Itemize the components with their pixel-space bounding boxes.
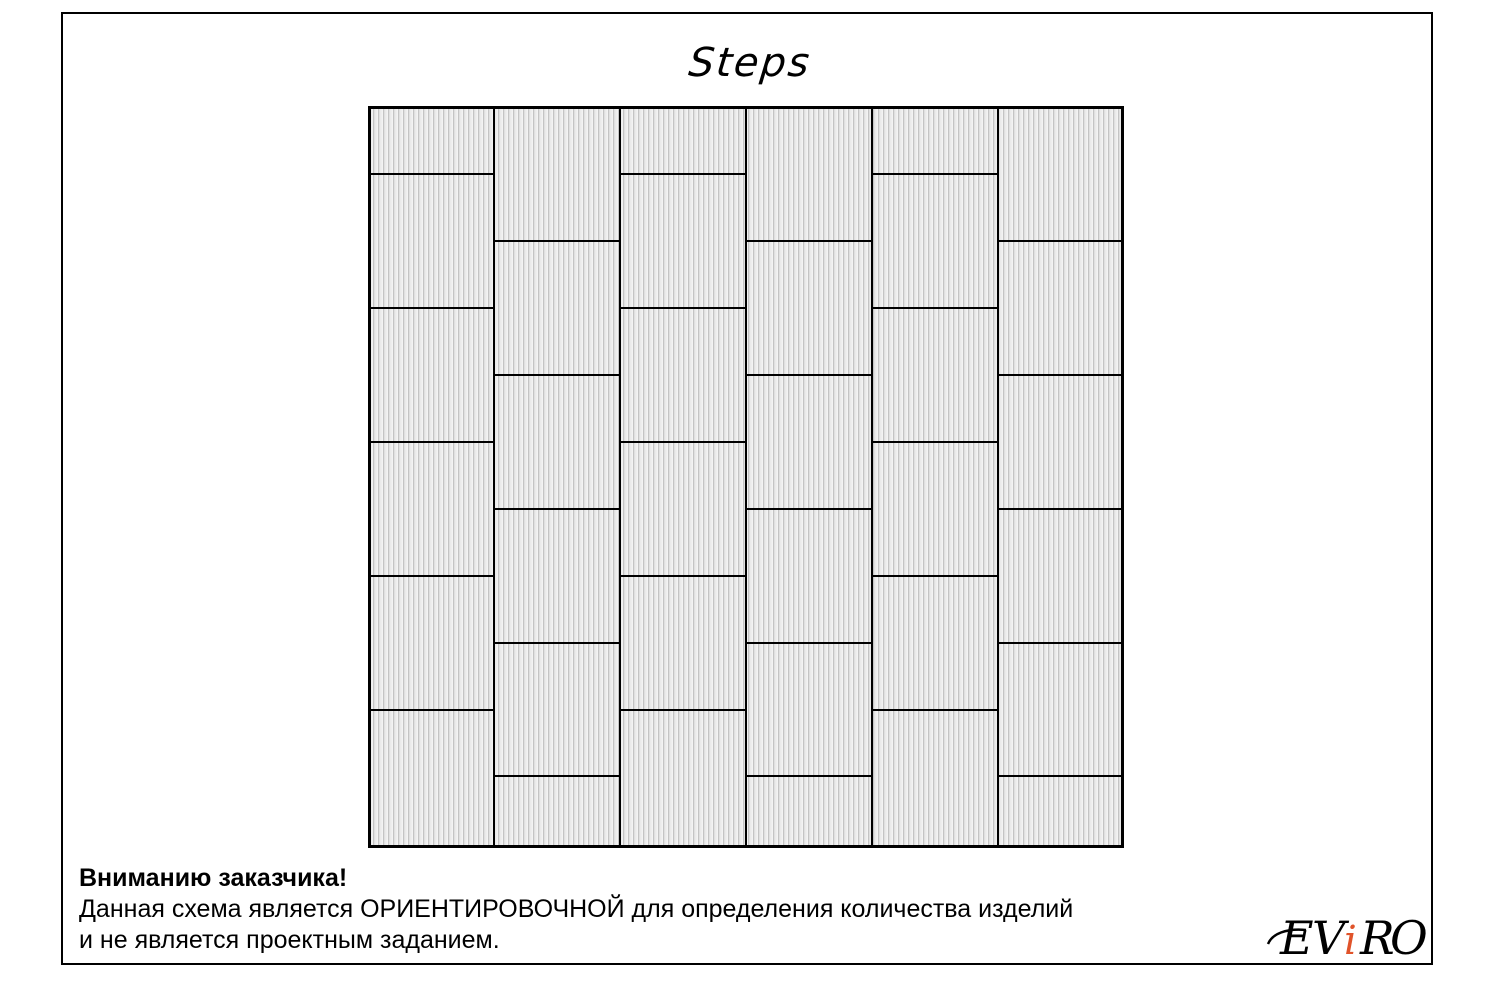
svg-text:E: E <box>1280 911 1314 964</box>
svg-text:R: R <box>1360 911 1395 964</box>
svg-text:O: O <box>1390 911 1428 964</box>
notice-line-2: и не является проектным заданием. <box>79 926 500 954</box>
svg-text:i: i <box>1344 918 1357 964</box>
svg-text:V: V <box>1312 911 1346 964</box>
notice-line-1: Данная схема является ОРИЕНТИРОВОЧНОЙ для определения количества изделий <box>79 895 1074 923</box>
diagram-title: Steps <box>686 40 814 86</box>
eviro-logo <box>1262 906 1432 964</box>
notice-heading: Вниманию заказчика! <box>79 864 348 892</box>
customer-notice <box>79 863 1073 956</box>
tile-layout-diagram <box>368 106 1124 848</box>
